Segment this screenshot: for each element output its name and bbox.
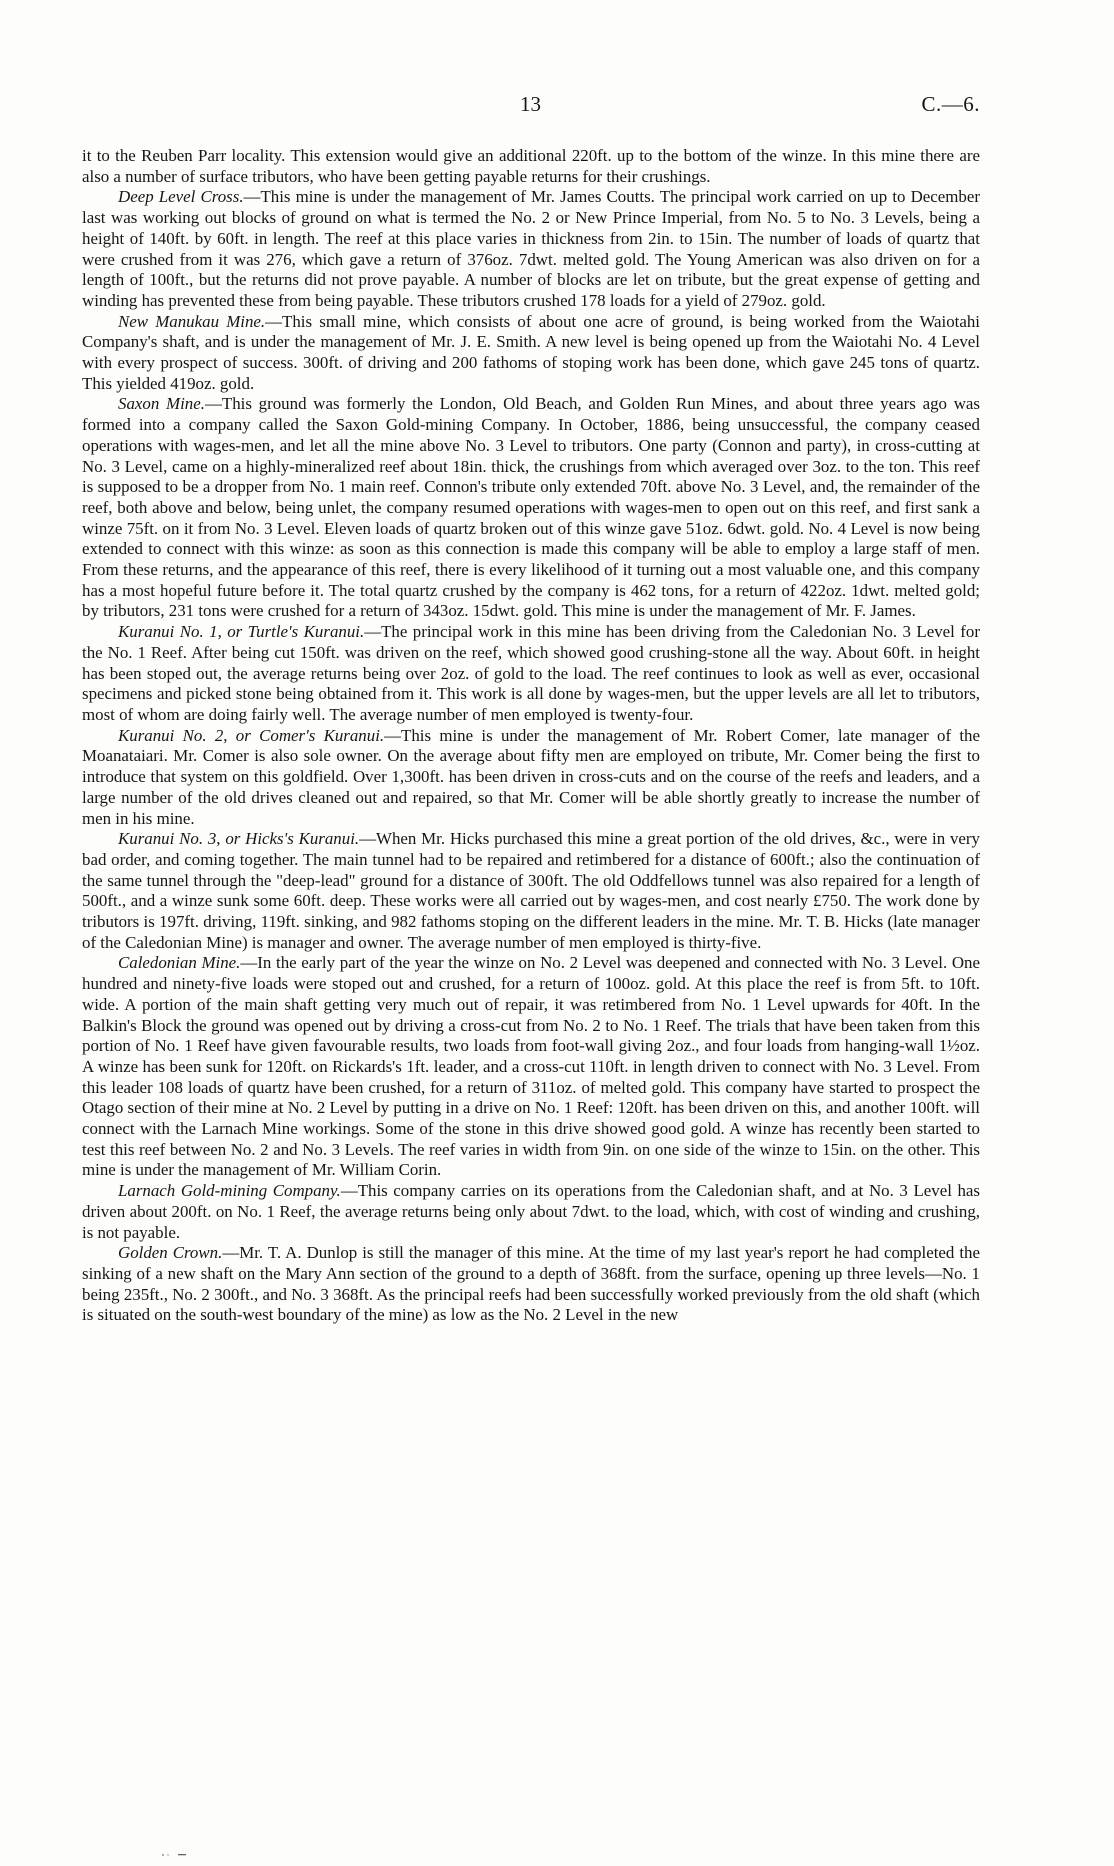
section-heading: Larnach Gold-mining Company. [118,1181,341,1201]
report-body [82,146,980,1326]
paragraph-text: —This company carries on its operations from the Caledonian shaft, and at No. 3 Level has driven about 200ft. on No. 1 Reef, the average returns being only about 7dwt. to the load, which, with cost of winding and crushing, is not payable. [82,1181,980,1242]
paragraph-text: —This small mine, which consists of about one acre of ground, is being worked from the Waiotahi Company's shaft, and is under the management of Mr. J. E. Smith. A new level is being opened up from the Waiotahi No. 4 Level with every prospect of success. 300ft. of driving and 200 fathoms of stoping work has been done, which gave 245 tons of quartz. This yielded 419oz. gold. [82,311,980,393]
page-header [80,92,980,122]
scan-specks [160,1852,190,1858]
paragraph-text: —In the early part of the year the winze on No. 2 Level was deepened and connected with No. 3 Level. One hundred and ninety-five loads were stoped out and crushed, for a return of 100oz. gold. At this place the reef is from 5ft. to 10ft. wide. A portion of the main shaft getting very much out of repair, it was retimbered from No. 1 Level upwards for 40ft. In the Balkin's Block the ground was opened out by driving a cross-cut from No. 2 to No. 1 Reef. The trials that have been taken from this portion of No. 1 Reef have given favourable results, two loads from foot-wall giving 2oz., and four loads from hanging-wall 1½oz. A winze has been sunk for 120ft. on Rickards's 1ft. leader, and a cross-cut 110ft. in length driven to connect with No. 3 Level. From this leader 108 loads of quartz have been crushed, for a return of 311oz. of melted gold. This company have started to prospect the Otago section of their mine at No. 2 Level by putting in a drive on No. 1 Reef: 120ft. has been driven on this, and another 100ft. will connect with the Larnach Mine workings. Some of the stone in this drive showed good gold. A winze has recently been started to test this reef between No. 2 and No. 3 Levels. The reef varies in width from 9in. on one side of the winze to 15in. on the other. This mine is under the management of Mr. William Corin. [82,953,980,1180]
paragraph-text: —This mine is under the management of Mr. Robert Comer, late manager of the Moanataiari. Mr. Comer is also sole owner. On the average about fifty men are employed on tribute, Mr. Comer being the first to introduce that system on this goldfield. Over 1,300ft. has been driven in cross-cuts and on the course of the reefs and leaders, and a large number of the old drives cleaned out and repaired, so that Mr. Comer will be able shortly greatly to increase the number of men in his mine. [82,725,980,828]
section-heading: Caledonian Mine. [118,953,241,973]
paragraph-new-manukau-mine [82,312,980,395]
paragraph-text: —The principal work in this mine has been driving from the Caledonian No. 3 Level for the No. 1 Reef. After being cut 150ft. was driven on the reef, which showed good crushing-stone all the way. About 60ft. in height has been stoped out, the average returns being over 2oz. of gold to the load. The reef continues to look as well as ever, occasional specimens and picked stone being obtained from it. This work is all done by wages-men, but the upper levels are all let to tributors, most of whom are doing fairly well. The average number of men employed is twenty-four. [82,622,980,724]
paragraph-kuranui-no-1 [82,622,980,726]
paragraph-kuranui-no-3 [82,829,980,953]
paragraph-caledonian-mine [82,953,980,1181]
section-heading: Kuranui No. 1, or Turtle's Kuranui. [118,622,365,642]
paragraph-text: it to the Reuben Parr locality. This extension would give an additional 220ft. up to the bottom of the winze. In this mine there are also a number of surface tributors, who have been getting payable returns for their crushings. [82,146,980,186]
section-heading: Golden Crown. [118,1243,223,1263]
paragraph-text: —Mr. T. A. Dunlop is still the manager of this mine. At the time of my last year's report he had completed the sinking of a new shaft on the Mary Ann section of the ground to a depth of 368ft. from the surface, opening up three levels—No. 1 being 235ft., No. 2 300ft., and No. 3 368ft. As the principal reefs had been successfully worked previously from the old shaft (which is situated on the south-west boundary of the mine) as low as the No. 2 Level in the new [82,1243,980,1325]
section-heading: Saxon Mine. [118,394,205,414]
paragraph-continuation [82,146,980,187]
paragraph-kuranui-no-2 [82,726,980,830]
paragraph-larnach-company [82,1181,980,1243]
paragraph-golden-crown [82,1243,980,1326]
paragraph-text: —This mine is under the management of Mr. James Coutts. The principal work carried on up to December last was working out blocks of ground on what is termed the No. 2 or New Prince Imperial, from No. 5 to No. 3 Levels, being a height of 140ft. by 60ft. in length. The reef at this place varies in thickness from 2in. to 15in. The number of loads of quartz that were crushed from it was 276, which gave a return of 376oz. 7dwt. melted gold. The Young American was also driven on for a length of 100ft., but the returns did not prove payable. A number of blocks are let on tribute, but the great expense of getting and winding has prevented these from being payable. These tributors crushed 178 loads for a yield of 279oz. gold. [82,187,980,310]
section-heading: Kuranui No. 3, or Hicks's Kuranui. [118,829,360,849]
paragraph-text: —This ground was formerly the London, Old Beach, and Golden Run Mines, and about three years ago was formed into a company called the Saxon Gold-mining Company. In October, 1886, being unsuccessful, the company ceased operations with wages-men, and let all the mine above No. 3 Level to tributors. One party (Connon and party), in cross-cutting at No. 3 Level, came on a highly-mineralized reef about 18in. thick, the crushings from which averaged over 3oz. to the ton. This reef is supposed to be a dropper from No. 1 main reef. Connon's tribute only extended 70ft. above No. 3 Level, and, the remainder of the reef, both above and below, being unlet, the company resumed operations with wages-men to open out on this reef, and first sank a winze 75ft. on it from No. 3 Level. Eleven loads of quartz broken out of this winze gave 51oz. 6dwt. gold. No. 4 Level is now being extended to connect with this winze: as soon as this connection is made this company will be able to employ a large staff of men. From these returns, and the appearance of this reef, there is every likelihood of it turning out a most valuable one, and this company has a most hopeful future before it. The total quartz crushed by the company is 462 tons, for a return of 422oz. 1dwt. melted gold; by tributors, 231 tons were crushed for a return of 343oz. 15dwt. gold. This mine is under the management of Mr. F. James. [82,394,980,621]
section-heading: Kuranui No. 2, or Comer's Kuranui. [118,725,385,745]
section-heading: Deep Level Cross. [118,187,244,207]
paragraph-deep-level-cross [82,187,980,311]
section-heading: New Manukau Mine. [118,311,266,331]
page-number: 13 [520,92,541,116]
document-code: C.—6. [921,92,980,116]
paragraph-saxon-mine [82,394,980,622]
paragraph-text: —When Mr. Hicks purchased this mine a great portion of the old drives, &c., were in very bad order, and coming together. The main tunnel had to be repaired and retimbered for a distance of 600ft.; also the continuation of the same tunnel through the "deep-lead" ground for a distance of 300ft. The old Oddfellows tunnel was also repaired for a length of 500ft., and a winze sunk some 60ft. deep. These works were all carried out by wages-men, and cost nearly £750. The work done by tributors is 197ft. driving, 119ft. sinking, and 982 fathoms stoping on the different leaders in the mine. Mr. T. B. Hicks (late manager of the Caledonian Mine) is manager and owner. The average number of men employed is thirty-five. [82,829,980,952]
